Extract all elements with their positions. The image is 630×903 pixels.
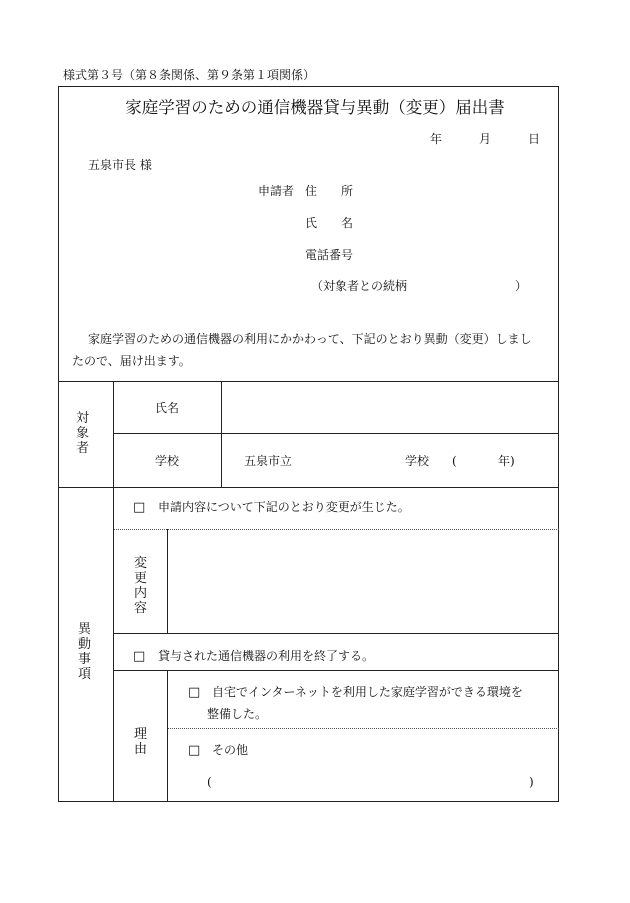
other-reason-field[interactable]	[216, 770, 524, 796]
applicant-name-label: 氏 名	[305, 216, 354, 230]
subject-section-label: 対 象 者	[76, 411, 90, 456]
date-day-label: 日	[528, 132, 541, 146]
divider-statement	[58, 381, 559, 382]
grade-open: (	[452, 454, 457, 468]
school-prefix: 五泉市立	[244, 454, 293, 468]
reason-home-line-2: 整備した。	[207, 707, 268, 721]
applicant-label: 申請者	[258, 184, 295, 198]
applicant-address-label: 住 所	[305, 184, 354, 198]
applicant-relation-close: ）	[515, 279, 528, 293]
divider-subject-name	[113, 433, 559, 434]
school-suffix: 学校	[405, 454, 430, 468]
applicant-phone-label: 電話番号	[305, 248, 354, 262]
form-number: 様式第３号（第８条関係、第９条第１項関係）	[63, 68, 316, 82]
divider-left-column	[113, 381, 114, 802]
reason-other-checkbox[interactable]: □	[188, 743, 201, 758]
reason-home-checkbox[interactable]: □	[188, 685, 201, 700]
statement-line-2: たので、届け出ます。	[72, 354, 191, 368]
divider-reason-label	[167, 670, 168, 802]
reason-other-label: その他	[212, 743, 249, 757]
other-open-paren: (	[207, 775, 212, 789]
divider-subject-end	[58, 487, 559, 488]
option-change-label: 申請内容について下記のとおり変更が生じた。	[158, 500, 410, 514]
addressee: 五泉市長 様	[88, 158, 152, 172]
option-end-label: 貸与された通信機器の利用を終了する。	[158, 649, 375, 663]
applicant-relation-label: （対象者との続柄	[311, 279, 408, 293]
change-detail-field[interactable]	[168, 530, 558, 632]
change-checkbox[interactable]: □	[133, 500, 146, 515]
change-detail-label: 変 更 内 容	[134, 556, 148, 616]
date-month-label: 月	[479, 132, 492, 146]
end-checkbox[interactable]: □	[133, 649, 146, 664]
subject-name-label: 氏名	[155, 401, 180, 415]
divider-change-detail	[113, 633, 559, 634]
page-title: 家庭学習のための通信機器貸与異動（変更）届出書	[125, 98, 505, 117]
other-close-paren: )	[529, 775, 534, 789]
date-year-label: 年	[430, 132, 443, 146]
divider-subject-label	[221, 381, 222, 487]
reason-home-line-1: 自宅でインターネットを利用した家庭学習ができる環境を	[212, 685, 523, 699]
divider-option-end	[113, 670, 559, 671]
subject-school-label: 学校	[155, 454, 180, 468]
changes-section-label: 異 動 事 項	[78, 622, 92, 682]
reason-label: 理 由	[134, 727, 148, 757]
grade-label: 年)	[498, 454, 515, 468]
statement-line-1: 家庭学習のための通信機器の利用にかかわって、下記のとおり異動（変更）しまし	[88, 332, 532, 346]
divider-reason	[168, 728, 559, 729]
